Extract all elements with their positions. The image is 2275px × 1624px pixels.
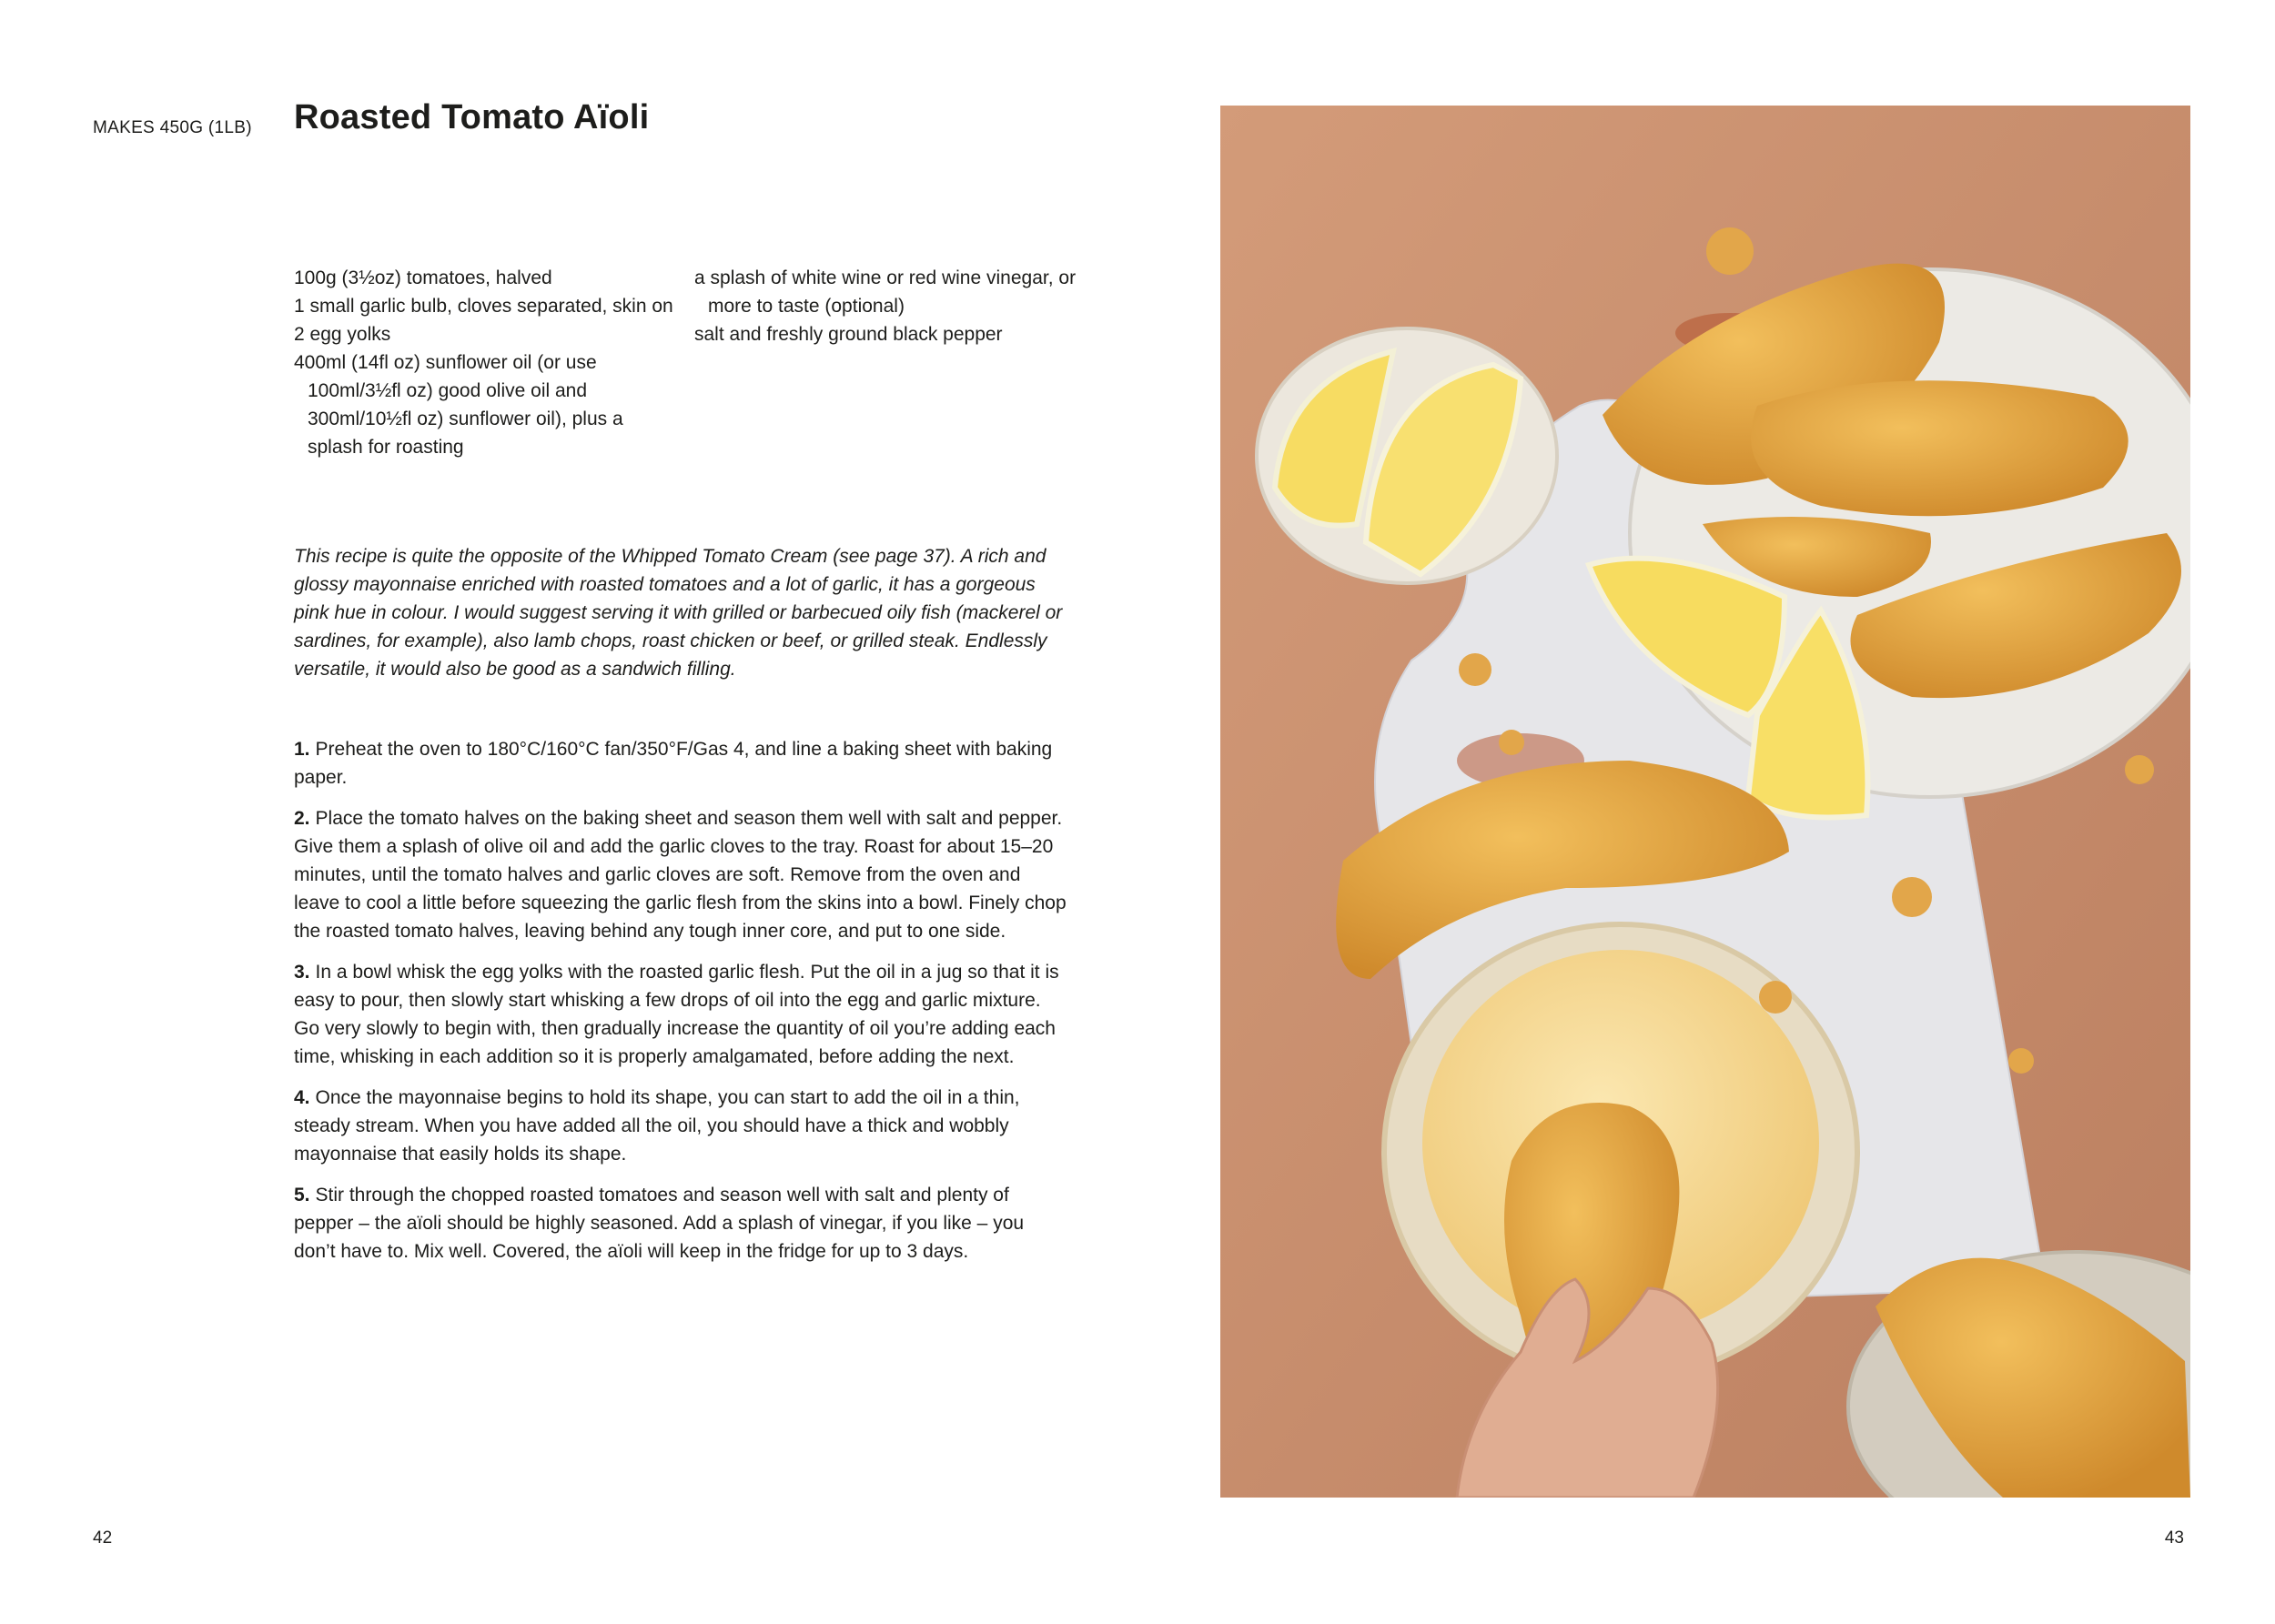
- method-steps: [294, 735, 1067, 1278]
- recipe-intro: This recipe is quite the opposite of the Whipped Tomato Cream (see page 37). A rich and glossy mayonnaise enriched with roasted tomatoes and a lot of garlic, it has a gorgeous pink hue in colour. I would suggest serving it with grilled or barbecued oily fish (mackerel or sardines, for example), also lamb chops, roast chicken or beef, or grilled steak. Endlessly versatile, it would also be good as a sandwich filling.: [294, 546, 1063, 680]
- method-step: [294, 735, 1067, 792]
- page-number-left: 42: [93, 1528, 113, 1548]
- ingredient-item: 2 egg yolks: [294, 324, 391, 345]
- step-number: 3.: [294, 962, 310, 983]
- step-text: Place the tomato halves on the baking sheet and season them well with salt and pepper. Give them a splash of olive oil and add the garlic cloves to the tray. Roast for about 15–20 minutes, until the tomato halves and garlic cloves are soft. Remove from the oven and leave to cool a little before squeezing the garlic flesh from the skins into a bowl. Finely chop the roasted tomato halves, leaving behind any tough inner core, and put to one side.: [294, 808, 1067, 942]
- food-photo: [1220, 106, 2190, 1498]
- ingredient-item: 100g (3½oz) tomatoes, halved: [294, 267, 552, 288]
- ingredient-item: 400ml (14fl oz) sunflower oil (or use 100ml/3½fl oz) good olive oil and 300ml/10½fl oz) sunflower oil), plus a splash for roasting: [294, 352, 623, 458]
- step-text: Once the mayonnaise begins to hold its shape, you can start to add the oil in a thin, steady stream. When you have added all the oil, you should have a thick and wobbly mayonnaise that easily holds its shape.: [294, 1087, 1020, 1165]
- step-number: 4.: [294, 1087, 310, 1108]
- ingredient-item: salt and freshly ground black pepper: [694, 324, 1003, 345]
- recipe-yield: MAKES 450G (1LB): [93, 118, 252, 137]
- step-text: Stir through the chopped roasted tomatoes and season well with salt and plenty of pepper – the aïoli should be highly seasoned. Add a splash of vinegar, if you like – you don’t have to. Mix well. Covered, the aïoli will keep in the fridge for up to 3 days.: [294, 1185, 1025, 1262]
- step-number: 5.: [294, 1185, 310, 1205]
- step-number: 2.: [294, 808, 310, 829]
- ingredient-item: a splash of white wine or red wine vinegar, or more to taste (optional): [694, 267, 1077, 317]
- food-photo-illustration: [1220, 106, 2190, 1498]
- step-number: 1.: [294, 739, 310, 760]
- ingredients-list-left: [294, 264, 676, 461]
- page-number-right: 43: [2164, 1528, 2184, 1548]
- method-step: [294, 1181, 1067, 1266]
- method-step: [294, 1084, 1067, 1168]
- method-step: [294, 804, 1067, 945]
- step-text: In a bowl whisk the egg yolks with the roasted garlic flesh. Put the oil in a jug so that it is easy to pour, then slowly start whisking a few drops of oil into the egg and garlic mixture. Go very slowly to begin with, then gradually increase the quantity of oil you’re adding each time, whisking in each addition so it is properly amalgamated, before adding the next.: [294, 962, 1059, 1067]
- method-step: [294, 958, 1067, 1071]
- step-text: Preheat the oven to 180°C/160°C fan/350°F/Gas 4, and line a baking sheet with baking paper.: [294, 739, 1053, 788]
- ingredient-item: 1 small garlic bulb, cloves separated, skin on: [294, 296, 673, 317]
- ingredients-list-right: [694, 264, 1077, 348]
- recipe-title: Roasted Tomato Aïoli: [294, 98, 650, 136]
